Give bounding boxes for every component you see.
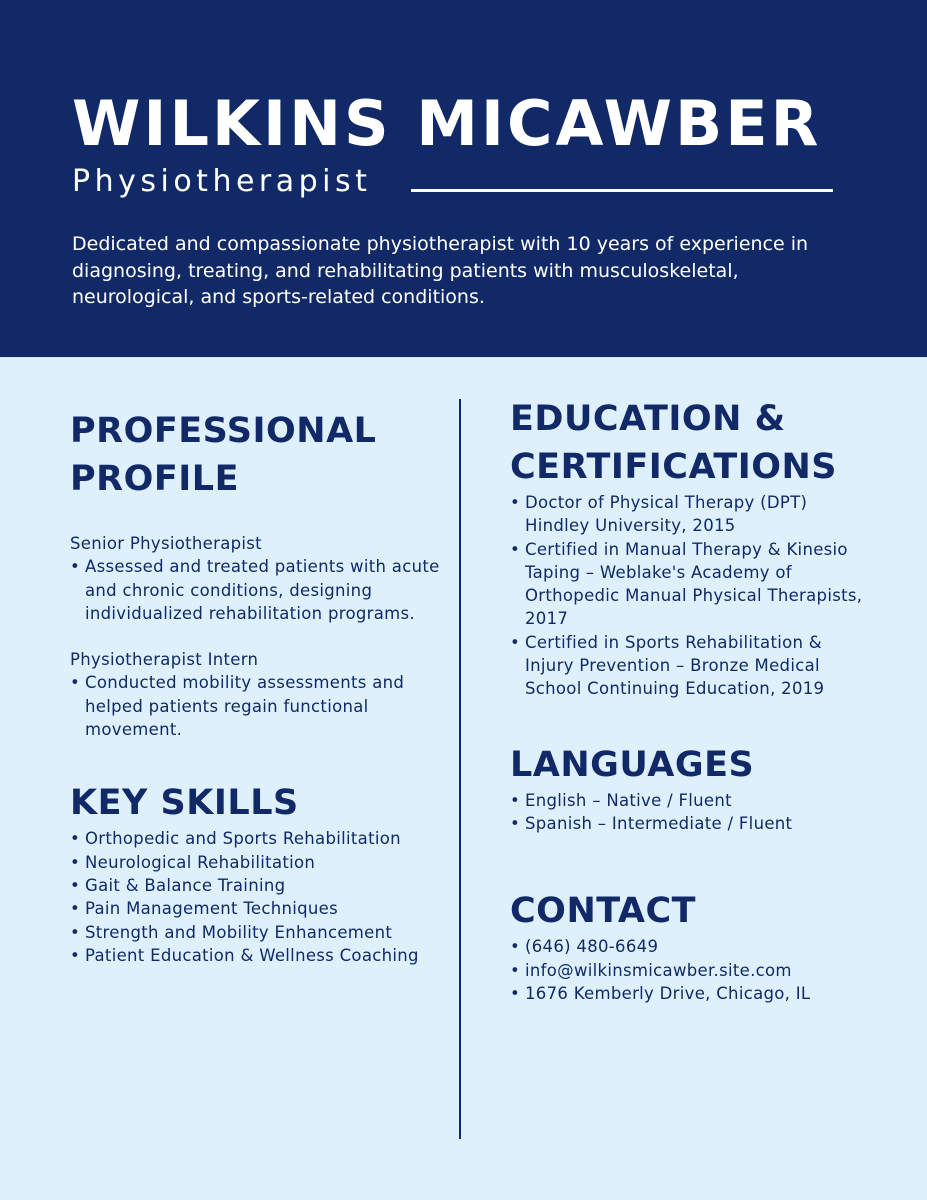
list-item: • Orthopedic and Sports Rehabilitation: [70, 827, 440, 850]
languages-heading: LANGUAGES: [510, 744, 755, 785]
list-item: • Spanish – Intermediate / Fluent: [510, 812, 870, 835]
job-title-senior: Senior Physiotherapist: [70, 534, 262, 553]
list-item: • Conducted mobility assessments and helped patients regain functional movement.: [70, 671, 440, 741]
list-item: • Certified in Sports Rehabilitation & Injury Prevention – Bronze Medical School Continuing Education, 2019: [510, 631, 870, 701]
key-skills-heading: KEY SKILLS: [70, 783, 299, 824]
job-title: Physiotherapist: [72, 164, 372, 199]
contact-phone: • (646) 480-6649: [510, 935, 870, 958]
list-item: • Pain Management Techniques: [70, 897, 440, 920]
job-bullets-senior: [70, 555, 440, 625]
left-column: [70, 407, 440, 967]
list-item: • Neurological Rehabilitation: [70, 851, 440, 874]
education-section: [510, 395, 870, 701]
job-title-intern: Physiotherapist Intern: [70, 650, 259, 670]
contact-section: [510, 887, 870, 1005]
heading-line: PROFESSIONAL: [70, 411, 377, 451]
list-item: • Gait & Balance Training: [70, 874, 440, 897]
list-item: • Doctor of Physical Therapy (DPT) Hindley University, 2015: [510, 491, 870, 538]
professional-profile-heading: [70, 407, 440, 503]
professional-profile-section: [70, 407, 440, 741]
list-item: • Patient Education & Wellness Coaching: [70, 944, 440, 967]
title-underline: [411, 189, 833, 192]
contact-list: [510, 935, 870, 1005]
languages-section: [510, 741, 870, 836]
heading-line: EDUCATION &: [510, 399, 786, 439]
candidate-name: WILKINS MICAWBER: [72, 87, 822, 160]
list-item: • Certified in Manual Therapy & Kinesio Taping – Weblake's Academy of Orthopedic Manual Physical Therapists, 2017: [510, 538, 870, 631]
list-item: • Strength and Mobility Enhancement: [70, 921, 440, 944]
summary-text: Dedicated and compassionate physiotherapist with 10 years of experience in diagnosing, treating, and rehabilitating patients with musculoskeletal, neurological, and sports-related conditions.: [72, 233, 809, 308]
key-skills-section: [70, 779, 440, 967]
list-item: • Assessed and treated patients with acute and chronic conditions, designing individualized rehabilitation programs.: [70, 555, 440, 625]
heading-line: CERTIFICATIONS: [510, 447, 838, 487]
job-bullets-intern: [70, 671, 440, 741]
key-skills-list: [70, 827, 440, 967]
heading-line: PROFILE: [70, 459, 239, 499]
list-item: • English – Native / Fluent: [510, 789, 870, 812]
contact-email: • info@wilkinsmicawber.site.com: [510, 959, 870, 982]
header-banner: [0, 0, 927, 357]
right-column: [510, 395, 870, 1005]
contact-heading: CONTACT: [510, 891, 697, 932]
contact-address: • 1676 Kemberly Drive, Chicago, IL: [510, 982, 870, 1005]
languages-list: [510, 789, 870, 836]
education-list: [510, 491, 870, 701]
education-heading: [510, 395, 870, 491]
column-divider: [459, 399, 461, 1139]
